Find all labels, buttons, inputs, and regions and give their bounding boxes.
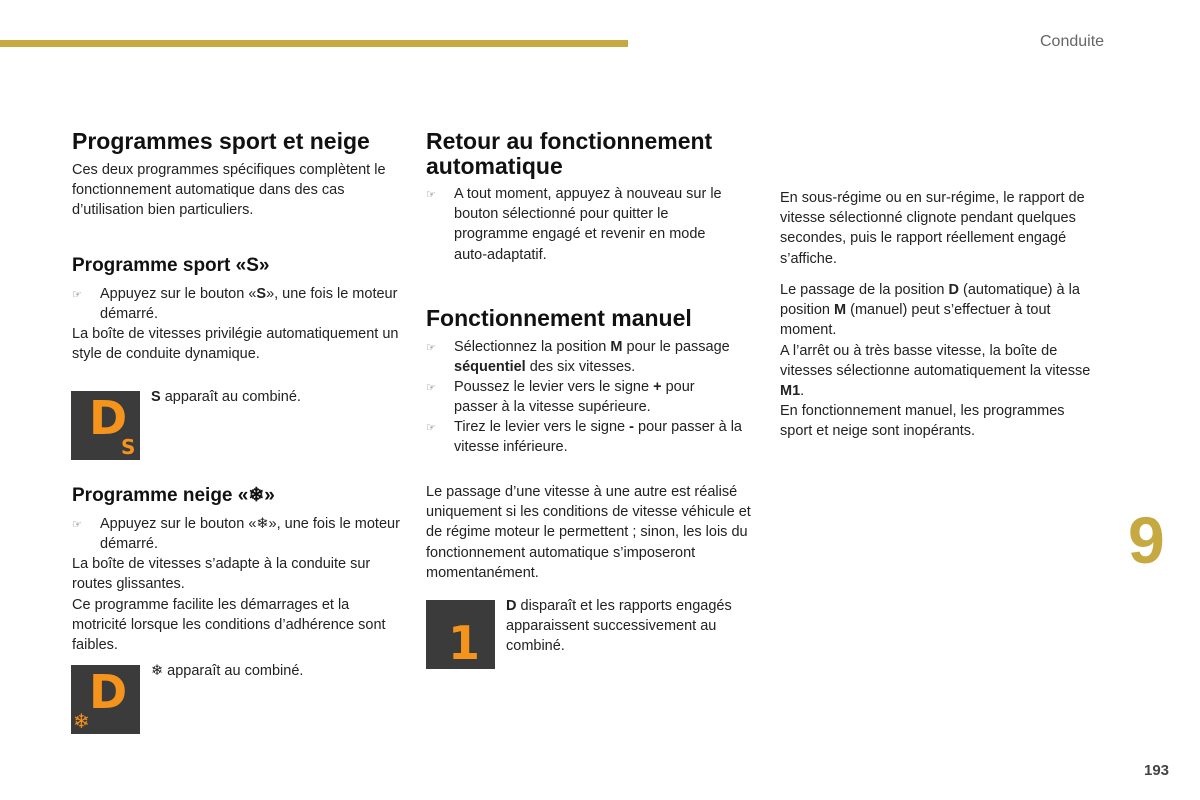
gear-display <box>426 600 495 669</box>
col3-p1: En sous-régime ou en sur-régime, le rapport de vitesse sélectionné clignote pendant quelques secondes, puis le rapport réellement engagé s’affiche. <box>780 190 1085 267</box>
sport-caption: S apparaît au combiné. <box>151 389 301 405</box>
pointing-hand-icon: ☞ <box>72 519 82 531</box>
manual-bullet-1: ☞ Sélectionnez la position M pour le passage séquentiel des six vitesses. <box>426 339 730 376</box>
manual-title: Fonctionnement manuel <box>426 305 692 331</box>
col3-p2: Le passage de la position D (automatique) à la position M (manuel) peut s’effectuer à tout moment. <box>780 282 1080 339</box>
snow-bullet: ☞ Appuyez sur le bouton «❄», une fois le moteur démarré. <box>72 516 400 553</box>
header-rule <box>0 40 628 47</box>
gear-d-glyph: D <box>89 391 128 445</box>
pointing-hand-icon: ☞ <box>426 189 436 201</box>
chapter-number: 9 <box>1128 503 1165 577</box>
snow-caption: ❄ apparaît au combiné. <box>151 663 304 679</box>
manual-bullet-2: ☞ Poussez le levier vers le signe + pour passer à la vitesse supérieure. <box>426 379 695 416</box>
section-name: Conduite <box>1040 33 1105 50</box>
sport-s-glyph: S <box>121 435 136 459</box>
sport-body: La boîte de vitesses privilégie automatiquement un style de conduite dynamique. <box>72 326 399 363</box>
col1-title: Programmes sport et neige <box>72 128 370 154</box>
snow-mode-display <box>71 665 140 734</box>
gear-caption: D disparaît et les rapports engagés apparaissent successivement au combiné. <box>506 598 732 655</box>
col3-p3: A l’arrêt ou à très basse vitesse, la boîte de vitesses sélectionne automatiquement la vitesse M1. <box>780 343 1091 400</box>
manual-bullet-3: ☞ Tirez le levier vers le signe - pour passer à la vitesse inférieure. <box>426 419 742 456</box>
gear-1-glyph: 1 <box>448 616 481 670</box>
pointing-hand-icon: ☞ <box>72 289 82 301</box>
pointing-hand-icon: ☞ <box>426 422 436 434</box>
page-number: 193 <box>1144 762 1170 779</box>
pointing-hand-icon: ☞ <box>426 342 436 354</box>
sport-bullet: ☞ Appuyez sur le bouton «S», une fois le moteur démarré. <box>72 286 398 323</box>
sport-mode-display <box>71 391 140 460</box>
col3-p4: En fonctionnement manuel, les programmes sport et neige sont inopérants. <box>780 403 1065 440</box>
col1-intro: Ces deux programmes spécifiques complètent le fonctionnement automatique dans des cas d’utilisation bien particuliers. <box>72 162 386 219</box>
snow-heading: Programme neige «❄» <box>72 485 275 506</box>
return-title-line2: automatique <box>426 153 563 179</box>
manual-body: Le passage d’une vitesse à une autre est réalisé uniquement si les conditions de vitesse véhicule et de régime moteur le permettent ; sinon, les lois du fonctionnement automatique s’imposeront momentanément. <box>426 484 751 581</box>
return-title-line1: Retour au fonctionnement <box>426 128 713 154</box>
sport-heading: Programme sport «S» <box>72 255 270 276</box>
gear-d-glyph: D <box>89 665 128 719</box>
snowflake-icon: ❄ <box>73 709 90 733</box>
snow-body-1: La boîte de vitesses s’adapte à la conduite sur routes glissantes. <box>72 556 371 593</box>
snow-body-2: Ce programme facilite les démarrages et la motricité lorsque les conditions d’adhérence sont faibles. <box>72 597 386 654</box>
return-bullet: ☞ A tout moment, appuyez à nouveau sur le bouton sélectionné pour quitter le programme engagé et revenir en mode auto-adaptatif. <box>426 186 722 263</box>
pointing-hand-icon: ☞ <box>426 382 436 394</box>
